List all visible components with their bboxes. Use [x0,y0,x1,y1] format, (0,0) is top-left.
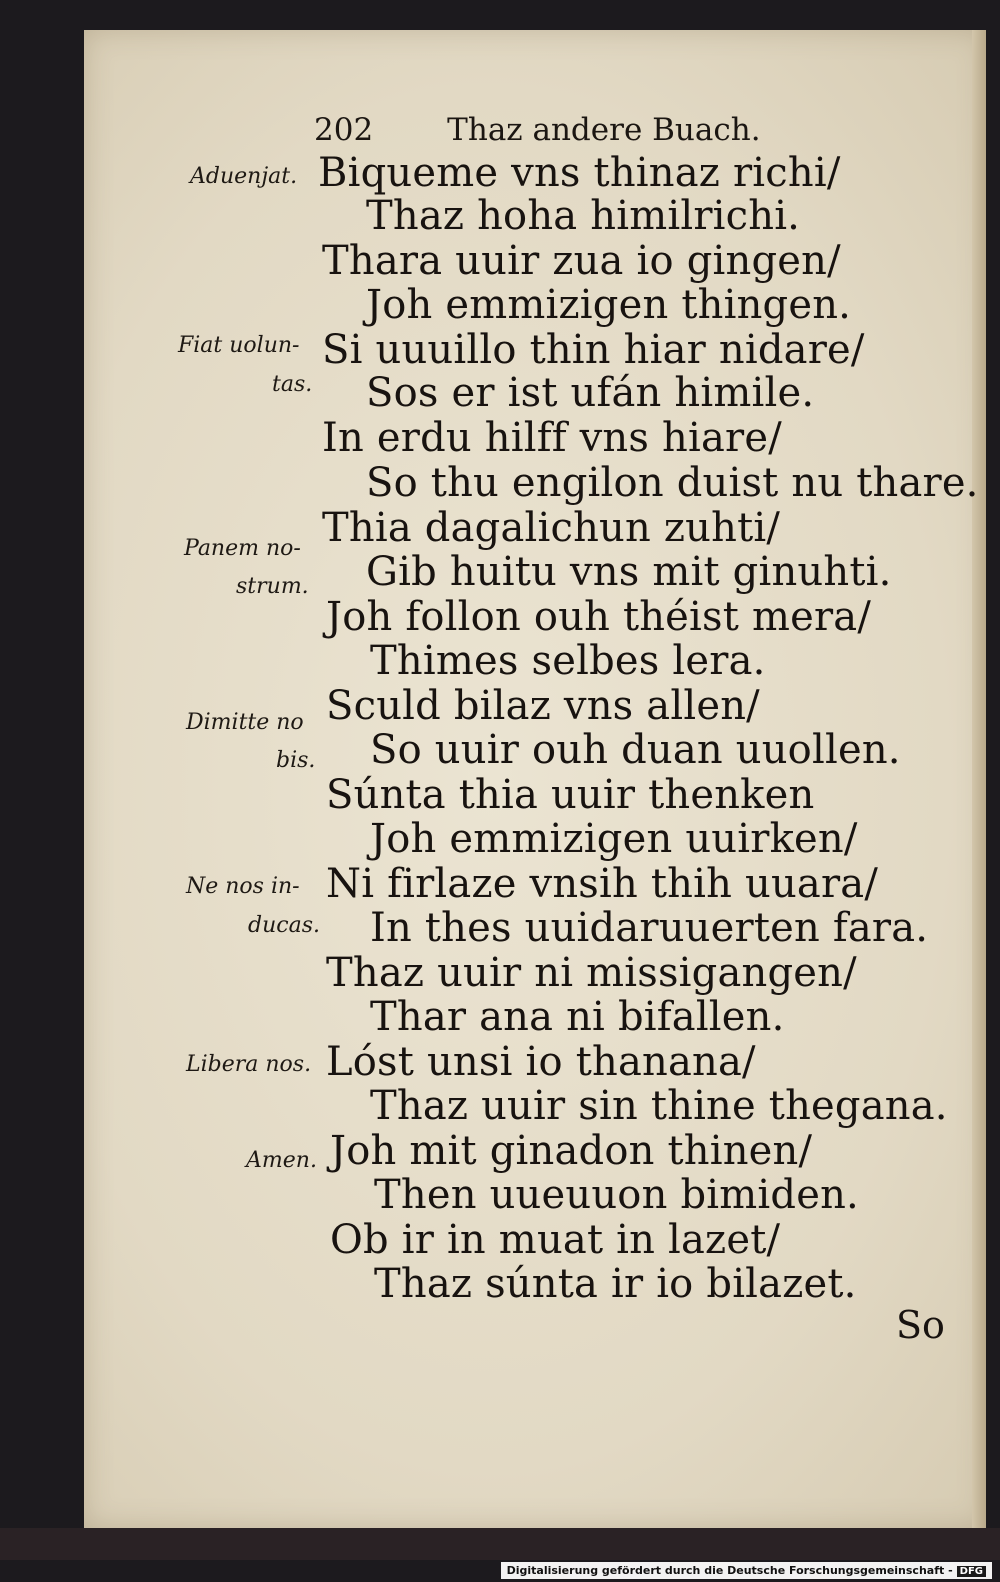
verse-line: Thia dagalichun zuhti/ [322,505,781,551]
margin-gloss-adveniat: Aduenjat. [190,164,298,189]
running-title: Thaz andere Buach. [447,112,761,148]
verse-line: So thu engilon duist nu thare. [366,460,979,506]
dfg-logo: DFG [957,1566,986,1577]
verse-line: Then uueuuon bimiden. [374,1172,859,1218]
verse-line: Sos er ist ufán himile. [366,370,815,416]
verse-line: Thaz hoha himilrichi. [366,193,801,239]
verse-line: Lóst unsi io thanana/ [326,1039,756,1085]
verse-line: Thaz súnta ir io bilazet. [374,1261,857,1307]
verse-line: Joh emmizigen thingen. [366,282,852,328]
verse-line: Gib huitu vns mit ginuhti. [366,549,892,595]
page-number: 202 [314,112,374,148]
verse-line: Biqueme vns thinaz richi/ [318,150,841,196]
margin-gloss-panem-cont: strum. [236,574,309,599]
margin-gloss-fiat: Fiat uolun- [178,333,300,358]
verse-line: Ni firlaze vnsih thih uuara/ [326,861,879,907]
scan-bottom-band [0,1528,1000,1560]
margin-gloss-fiat-cont: tas. [272,372,313,397]
verse-line: Thimes selbes lera. [370,638,766,684]
margin-gloss-dimitte-cont: bis. [276,748,316,773]
verse-line: Ob ir in muat in lazet/ [330,1217,781,1263]
verse-line: In thes uuidaruuerten fara. [370,905,929,951]
margin-gloss-amen: Amen. [246,1148,317,1173]
margin-gloss-panem: Panem no- [184,536,301,561]
margin-gloss-dimitte: Dimitte no [186,710,304,735]
margin-gloss-ne-nos: Ne nos in- [186,874,300,899]
verse-line: Joh emmizigen uuirken/ [370,816,858,862]
verse-line: Sculd bilaz vns allen/ [326,683,760,729]
verse-line: Joh follon ouh théist mera/ [326,594,872,640]
credit-text: Digitalisierung gefördert durch die Deutsche Forschungsgemeinschaft - [506,1564,953,1577]
margin-gloss-ne-nos-cont: ducas. [248,913,320,938]
verse-line: Thara uuir zua io gingen/ [322,238,841,284]
margin-gloss-libera: Libera nos. [186,1052,312,1077]
verse-line: So uuir ouh duan uuollen. [370,727,901,773]
digitization-credit [501,1562,992,1579]
verse-line: Si uuuillo thin hiar nidare/ [322,327,865,373]
verse-line: Súnta thia uuir thenken [326,772,815,818]
verse-line: In erdu hilff vns hiare/ [322,415,782,461]
page-header [314,112,761,148]
catchword: So [896,1303,945,1347]
verse-line: Thaz uuir sin thine thegana. [370,1083,948,1129]
verse-line: Thaz uuir ni missigangen/ [326,950,857,996]
book-spine-edge [972,30,986,1528]
verse-line: Joh mit ginadon thinen/ [330,1128,813,1174]
verse-line: Thar ana ni bifallen. [370,994,785,1040]
